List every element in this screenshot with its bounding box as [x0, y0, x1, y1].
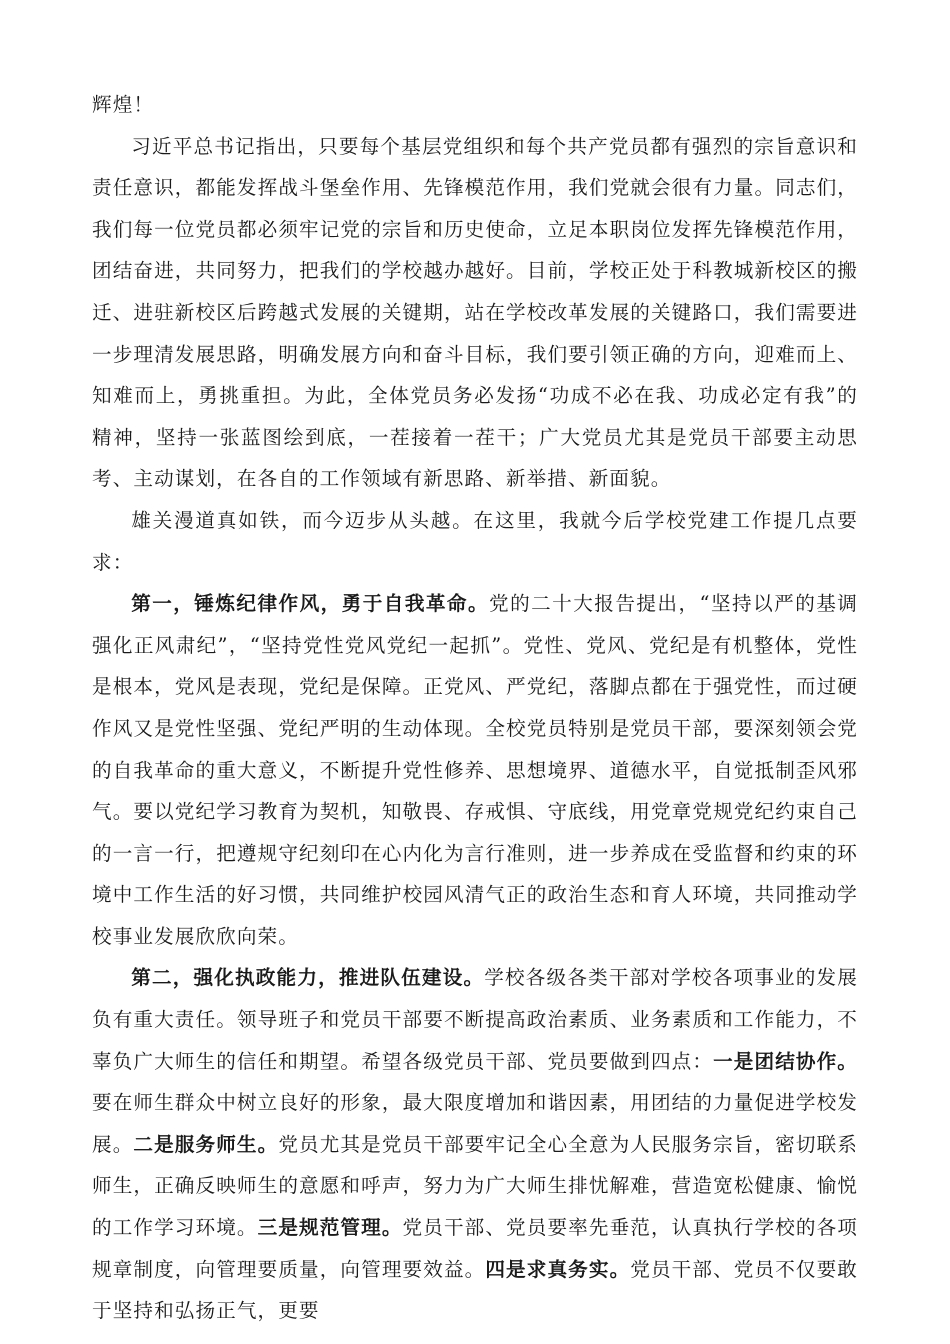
- point-label: 三是规范管理。: [257, 1216, 403, 1240]
- paragraph-party-purpose: 习近平总书记指出，只要每个基层党组织和每个共产党员都有强烈的宗旨意识和责任意识，都能发挥战斗堡垒作用、先锋模范作用，我们党就会很有力量。同志们，我们每一位党员都必须牢记党的宗旨和历史使命，立足本职岗位发挥先锋模范作用，团结奋进，共同努力，把我们的学校越办越好。目前，学校正处于科教城新校区的搬迁、进驻新校区后跨越式发展的关键期，站在学校改革发展的关键路口，我们需要进一步理清发展思路，明确发展方向和奋斗目标，我们要引领正确的方向，迎难而上、知难而上，勇挑重担。为此，全体党员务必发扬“功成不必在我、功成必定有我”的精神，坚持一张蓝图绘到底，一茬接着一茬干；广大党员尤其是党员干部要主动思考、主动谋划，在各自的工作领域有新思路、新举措、新面貌。: [92, 134, 858, 491]
- paragraph-continuation: 辉煌！: [92, 93, 155, 116]
- paragraph-requirements-intro: 雄关漫道真如铁，而今迈步从头越。在这里，我就今后学校党建工作提几点要求：: [92, 508, 858, 574]
- point-text: 党员干部、党员要率先垂范，认真执行学校的各项规章制度，向管理要质量，向管理要效益。: [92, 1216, 858, 1281]
- second-requirement-heading: 第二，强化执政能力，推进队伍建设。: [131, 966, 485, 990]
- first-requirement-heading: 第一，锤炼纪律作风，勇于自我革命。: [131, 592, 490, 616]
- point-label: 一是团结协作。: [713, 1049, 859, 1073]
- point-text: 要在师生群众中树立良好的形象，最大限度增加和谐因素，用团结的力量促进学校发展。: [92, 1091, 858, 1156]
- second-requirement-intro: 学校各级各类干部对学校各项事业的发展负有重大责任。领导班子和党员干部要不断提高政治素质、业务素质和工作能力，不辜负广大师生的信任和期望。希望各级党员干部、党员要做到四点：: [92, 966, 858, 1073]
- paragraph-first-requirement: [92, 583, 858, 957]
- first-requirement-body: 党的二十大报告提出，“坚持以严的基调强化正风肃纪”，“坚持党性党风党纪一起抓”。党性、党风、党纪是有机整体，党性是根本，党风是表现，党纪是保障。正党风、严党纪，落脚点都在于强党性，而过硬作风又是党性坚强、党纪严明的生动体现。全校党员特别是党员干部，要深刻领会党的自我革命的重大意义，不断提升党性修养、思想境界、道德水平，自觉抵制歪风邪气。要以党纪学习教育为契机，知敬畏、存戒惧、守底线，用党章党规党纪约束自己的一言一行，把遵规守纪刻印在心内化为言行准则，进一步养成在受监督和约束的环境中工作生活的好习惯，共同维护校园风清气正的政治生态和育人环境，共同推动学校事业发展欣欣向荣。: [92, 592, 858, 948]
- paragraph-second-requirement: [92, 957, 858, 1331]
- point-text: 党员尤其是党员干部要牢记全心全意为人民服务宗旨，密切联系师生，正确反映师生的意愿和呼声，努力为广大师生排忧解难，营造宽松健康、愉悦的工作学习环境。: [92, 1132, 858, 1240]
- point-label: 二是服务师生。: [133, 1132, 279, 1156]
- point-label: 四是求真务实。: [485, 1257, 631, 1281]
- point-text: 党员干部、党员不仅要敢于坚持和弘扬正气，更要: [92, 1257, 858, 1323]
